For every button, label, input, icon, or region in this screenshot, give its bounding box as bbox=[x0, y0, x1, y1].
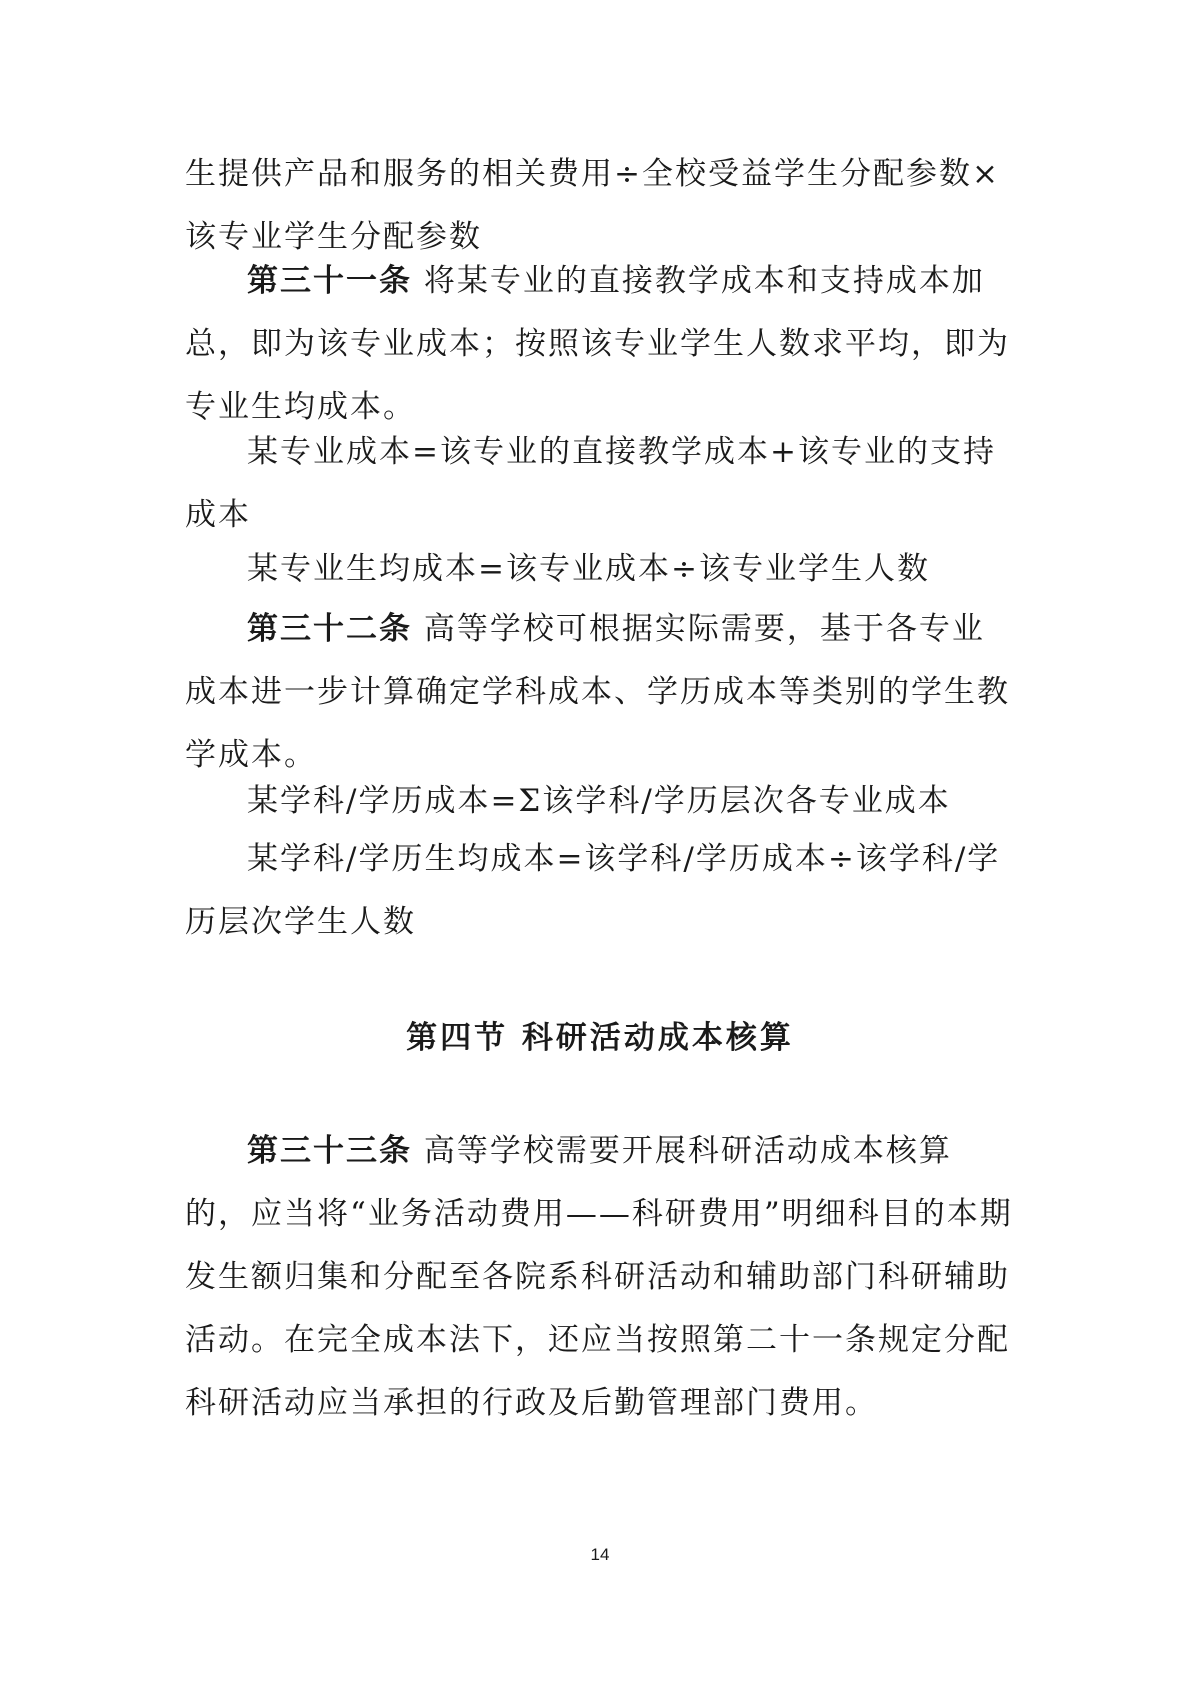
formula-discipline-avg-cost bbox=[185, 828, 1015, 954]
formula-specialty-cost bbox=[185, 421, 1015, 547]
section-heading: 第四节 科研活动成本核算 bbox=[406, 1020, 794, 1056]
article-label: 第三十一条 bbox=[247, 263, 412, 299]
article-label: 第三十三条 bbox=[247, 1133, 412, 1169]
article-label: 第三十二条 bbox=[247, 611, 412, 647]
article-31 bbox=[185, 250, 1015, 439]
article-text: 将某专业的直接教学成本和支持成本加总，即为该专业成本；按照该专业学生人数求平均，即为专业生均成本。 bbox=[185, 263, 1010, 425]
formula-text: 某专业生均成本=该专业成本÷该专业学生人数 bbox=[247, 551, 930, 587]
text-line: 该专业学生分配参数 bbox=[185, 219, 482, 255]
article-text: 高等学校需要开展科研活动成本核算的，应当将“业务活动费用——科研费用”明细科目的本期发生额归集和分配至各院系科研活动和辅助部门科研辅助活动。在完全成本法下，还应当按照第二十一条规定分配科研活动应当承担的行政及后勤管理部门费用。 bbox=[185, 1133, 1013, 1421]
formula-text: 某学科/学历生均成本=该学科/学历成本÷该学科/学历层次学生人数 bbox=[185, 841, 1001, 940]
formula-discipline-cost bbox=[185, 770, 1015, 833]
article-32 bbox=[185, 598, 1015, 787]
formula-text: 某专业成本=该专业的直接教学成本+该专业的支持成本 bbox=[185, 434, 996, 533]
article-text: 高等学校可根据实际需要，基于各专业成本进一步计算确定学科成本、学历成本等类别的学生教学成本。 bbox=[185, 611, 1010, 773]
formula-specialty-avg-cost bbox=[185, 538, 1015, 601]
article-33 bbox=[185, 1120, 1015, 1435]
page-number: 14 bbox=[590, 1545, 610, 1564]
formula-text: 某学科/学历成本=Σ该学科/学历层次各专业成本 bbox=[247, 783, 951, 819]
text-line: 生提供产品和服务的相关费用÷全校受益学生分配参数× bbox=[185, 156, 1000, 192]
